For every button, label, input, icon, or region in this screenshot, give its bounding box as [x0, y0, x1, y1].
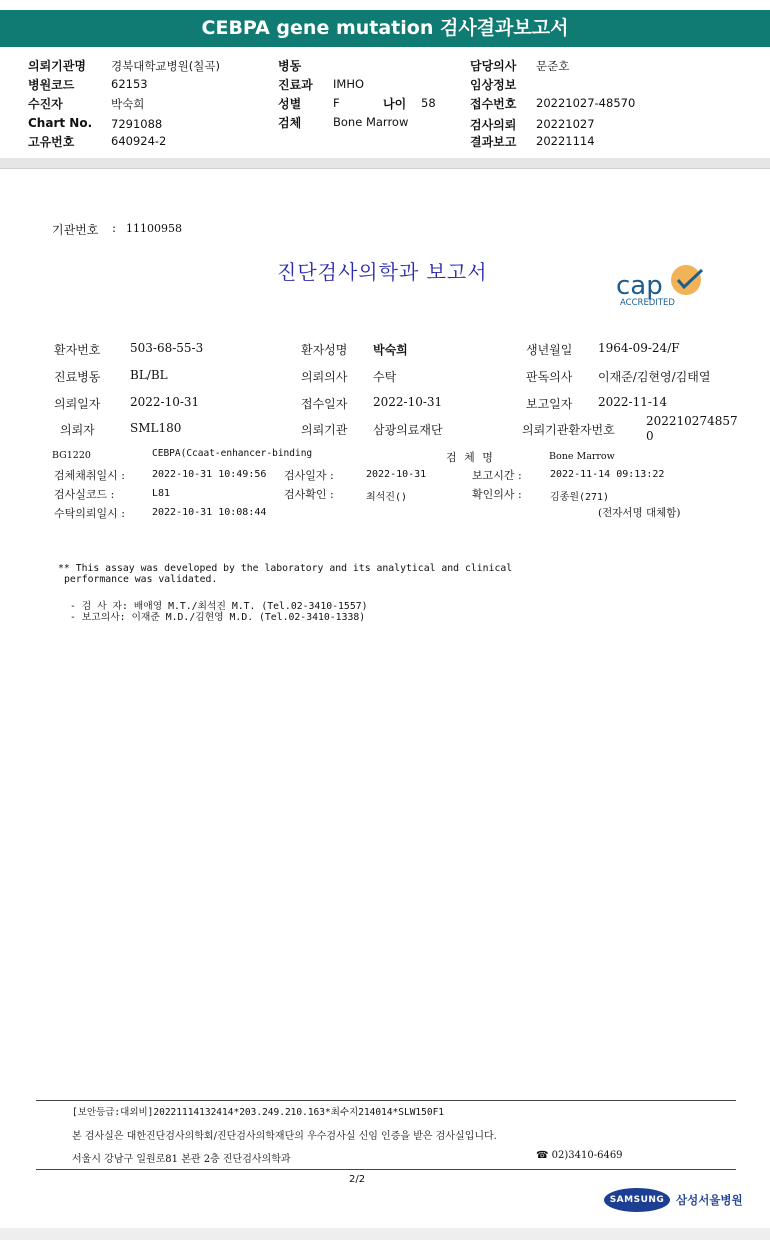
unique-no-label: 고유번호 [28, 135, 75, 149]
specimen-name-value: Bone Marrow [549, 451, 615, 462]
age-label: 나이 [383, 97, 407, 111]
confirm-doc-label: 확인의사 : [472, 488, 522, 501]
institution-no-colon: : [112, 221, 117, 235]
chart-no-label: Chart No. [28, 116, 93, 130]
dob-label: 생년월일 [526, 343, 573, 357]
report-title: 진단검사의학과 보고서 [277, 260, 488, 284]
phone-number: ☎ 02)3410-6469 [536, 1150, 623, 1161]
confirm-value: 최석진() [366, 492, 408, 503]
age-value: 58 [421, 96, 436, 110]
collect-label: 검체채취일시 : [54, 469, 125, 482]
esign-note: (전자서명 대체함) [598, 507, 681, 519]
address-line: 서울시 강남구 일원로81 본관 2층 진단검사의학과 [72, 1154, 291, 1165]
test-code: BG1220 [52, 450, 91, 461]
report-header [0, 0, 770, 48]
institution-no-value: 11100958 [126, 222, 182, 235]
cap-accredited-text: ACCREDITED [620, 298, 675, 308]
unique-no-value: 640924-2 [111, 134, 167, 148]
dept-value: IMHO [333, 77, 365, 91]
report-time-value: 2022-11-14 09:13:22 [550, 469, 665, 480]
hospital-code-value: 62153 [111, 77, 148, 91]
req-hospital-value: 경북대학교병원(칠곡) [111, 59, 220, 73]
security-line: [보안등급:대외비]20221114132414*203.249.210.163*최수지214014*SLW150F1 [72, 1107, 445, 1118]
report-time-label: 보고시간 : [472, 469, 522, 482]
rep-date-value: 2022-11-14 [598, 395, 668, 409]
req-inst-label: 의뢰기관 [301, 423, 348, 437]
dob-value: 1964-09-24/F [598, 341, 680, 355]
ward-row-label: 진료병동 [54, 370, 101, 384]
ward-label: 병동 [278, 59, 302, 73]
req-date-label: 의뢰일자 [54, 397, 101, 411]
reader-value: 이재준/김현영/김태열 [598, 370, 711, 384]
specimen-value: Bone Marrow [333, 115, 409, 129]
result-date-label: 결과보고 [470, 135, 517, 149]
req-hospital-label: 의뢰기관명 [28, 59, 86, 73]
inst-pt-no-value-2: 0 [646, 429, 654, 443]
specimen-label: 검체 [278, 116, 302, 130]
sex-value: F [333, 96, 340, 110]
pt-name-label: 환자성명 [301, 343, 348, 357]
sex-label: 성별 [278, 97, 302, 111]
hospital-code-label: 병원코드 [28, 78, 75, 92]
institution-no-label: 기관번호 [52, 223, 99, 237]
test-name: CEBPA(Ccaat-enhancer-binding [152, 448, 313, 459]
ward-row-value: BL/BL [130, 368, 168, 382]
cap-accredited-logo [614, 264, 710, 308]
pt-no-value: 503-68-55-3 [130, 341, 204, 355]
rep-date-label: 보고일자 [526, 397, 573, 411]
patient-value: 박숙희 [111, 97, 145, 111]
inst-pt-no-value-1: 202210274857 [646, 414, 738, 428]
lab-code-label: 검사실코드 : [54, 488, 115, 501]
hospital-name: 삼성서울병원 [676, 1193, 743, 1207]
clinical-info-label: 임상정보 [470, 78, 517, 92]
confirm-doc-value: 김종원(271) [550, 492, 610, 503]
lab-code-value: L81 [152, 488, 171, 499]
attending-value: 문준호 [536, 59, 570, 73]
assay-note-line-2: performance was validated. [64, 574, 218, 585]
footer-top-rule [36, 1100, 736, 1101]
outsourced-label: 수탁의뢰일시 : [54, 507, 125, 520]
confirm-label: 검사확인 : [284, 488, 334, 501]
exam-date-value: 2022-10-31 [366, 469, 427, 480]
receipt-value: 20221027-48570 [536, 96, 636, 110]
rcv-date-label: 접수일자 [301, 397, 348, 411]
patient-label: 수진자 [28, 97, 63, 111]
reader-label: 판독의사 [526, 370, 573, 384]
request-date-label: 검사의뢰 [470, 118, 517, 132]
dept-label: 진료과 [278, 78, 313, 92]
pt-name-value: 박숙희 [373, 343, 408, 357]
assay-note-line-1: ** This assay was developed by the laboratory and its analytical and clinical [58, 563, 513, 574]
requester-label: 의뢰자 [60, 423, 95, 437]
req-inst-value: 삼광의료재단 [373, 423, 443, 437]
report-title-banner: CEBPA gene mutation 검사결과보고서 [0, 10, 770, 47]
header-separator [0, 158, 770, 168]
cap-text: cap [616, 271, 663, 301]
staff-line-1: - 검 사 자: 배애영 M.T./최석진 M.T. (Tel.02-3410-1557) [70, 601, 368, 612]
header-separator-line [0, 168, 770, 169]
requester-value: SML180 [130, 421, 182, 435]
exam-date-label: 검사일자 : [284, 469, 334, 482]
rcv-date-value: 2022-10-31 [373, 395, 443, 409]
request-date-value: 20221027 [536, 117, 595, 131]
chart-no-value: 7291088 [111, 117, 163, 131]
doctor-value: 수탁 [373, 370, 397, 384]
bottom-margin-bar [0, 1228, 770, 1240]
req-date-value: 2022-10-31 [130, 395, 200, 409]
doctor-label: 의뢰의사 [301, 370, 348, 384]
page-number: 2/2 [349, 1174, 366, 1185]
pt-no-label: 환자번호 [54, 343, 101, 357]
samsung-logo: SAMSUNG [604, 1188, 670, 1212]
result-date-value: 20221114 [536, 134, 595, 148]
collect-value: 2022-10-31 10:49:56 [152, 469, 267, 480]
attending-label: 담당의사 [470, 59, 517, 73]
footer-bottom-rule [36, 1169, 736, 1170]
staff-line-2: - 보고의사: 이재준 M.D./김현영 M.D. (Tel.02-3410-1338) [70, 612, 366, 623]
receipt-label: 접수번호 [470, 97, 517, 111]
outsourced-value: 2022-10-31 10:08:44 [152, 507, 267, 518]
inst-pt-no-label: 의뢰기관환자번호 [522, 423, 615, 437]
certification-line: 본 검사실은 대한진단검사의학회/진단검사의학재단의 우수검사실 신임 인증을 받은 검사실입니다. [72, 1131, 497, 1142]
specimen-name-label: 검 체 명 [446, 451, 495, 464]
